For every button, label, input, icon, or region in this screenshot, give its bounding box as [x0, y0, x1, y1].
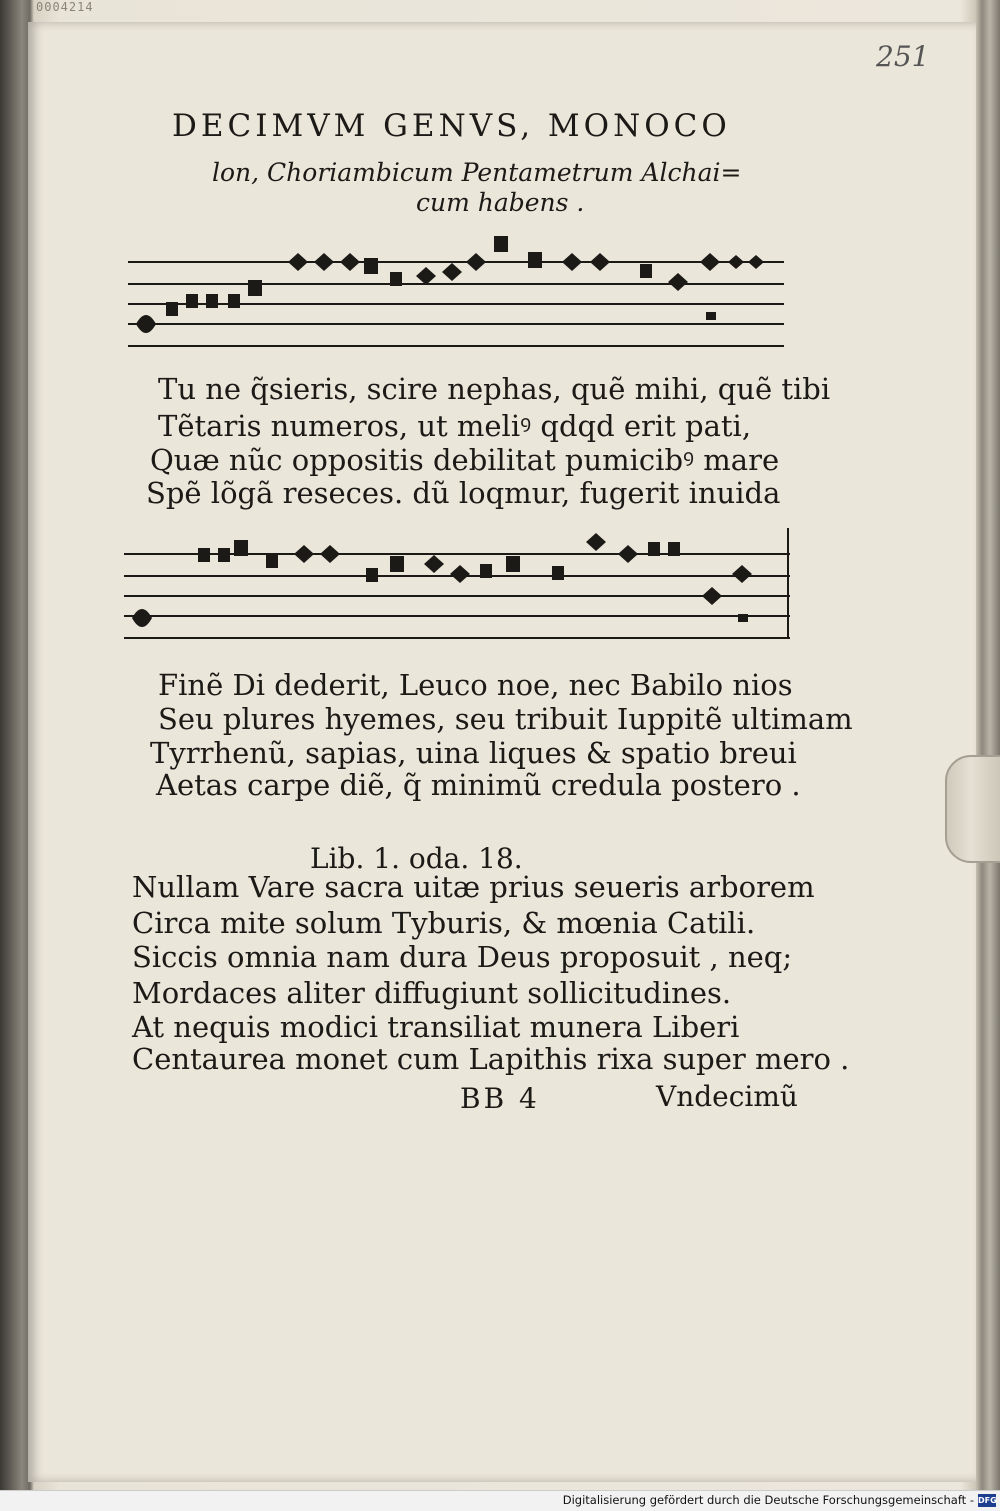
clef-icon [132, 609, 152, 627]
staff-lines [124, 528, 790, 638]
catchword: Vndecimũ [656, 1080, 798, 1113]
music-staff-icon [128, 232, 788, 360]
staff-notes [132, 533, 752, 627]
heading-line-3: cum habens . [416, 188, 585, 217]
verse-line: Seu plures hyemes, seu tribuit Iuppitẽ ultimam [158, 702, 853, 736]
verse-line: Nullam Vare sacra uitæ prius seueris arborem [132, 870, 815, 904]
verse-line: Circa mite solum Tyburis, & mœnia Catili. [132, 906, 756, 940]
verse-line: Siccis omnia nam dura Deus proposuit , neq; [132, 940, 793, 974]
verse-line: Quæ nũc oppositis debilitat pumicibꝰ mare [150, 443, 780, 477]
top-reference: 0004214 [36, 0, 94, 14]
verse-line: Aetas carpe diẽ, q̃ minimũ credula postero . [156, 768, 801, 802]
heading-line-2: lon, Choriambicum Pentametrum Alchai= [212, 158, 742, 187]
verse-line: Spẽ lõgã reseces. dũ loqmur, fugerit inuida [146, 476, 781, 510]
signature-mark: BB 4 [460, 1082, 540, 1115]
verse-line: At nequis modici transiliat munera Liberi [132, 1010, 740, 1044]
footer-bar [0, 1490, 1000, 1511]
verse-line: Finẽ Di dederit, Leuco noe, nec Babilo nios [158, 668, 793, 702]
verse-line: Tẽtaris numeros, ut meliꝰ qdqd erit pati, [158, 409, 752, 443]
folio-number: 251 [876, 40, 930, 73]
verse-line: Tyrrhenũ, sapias, uina liques & spatio breui [150, 736, 797, 770]
heading-line-1: DECIMVM GENVS, MONOCO [172, 108, 731, 144]
ode-reference: Lib. 1. oda. 18. [310, 842, 523, 875]
footer-credit: Digitalisierung gefördert durch die Deutsche Forschungsgemeinschaft - [562, 1493, 974, 1507]
verse-line: Tu ne q̃sieris, scire nephas, quẽ mihi, quẽ tibi [158, 372, 831, 406]
verse-line: Mordaces aliter diffugiunt sollicitudines. [132, 976, 732, 1010]
clasp-tab [945, 755, 1000, 863]
dfg-logo: DFG [978, 1496, 997, 1505]
verse-line: Centaurea monet cum Lapithis rixa super mero . [132, 1042, 850, 1076]
music-staff-icon [124, 520, 794, 646]
clef-icon [136, 315, 156, 333]
